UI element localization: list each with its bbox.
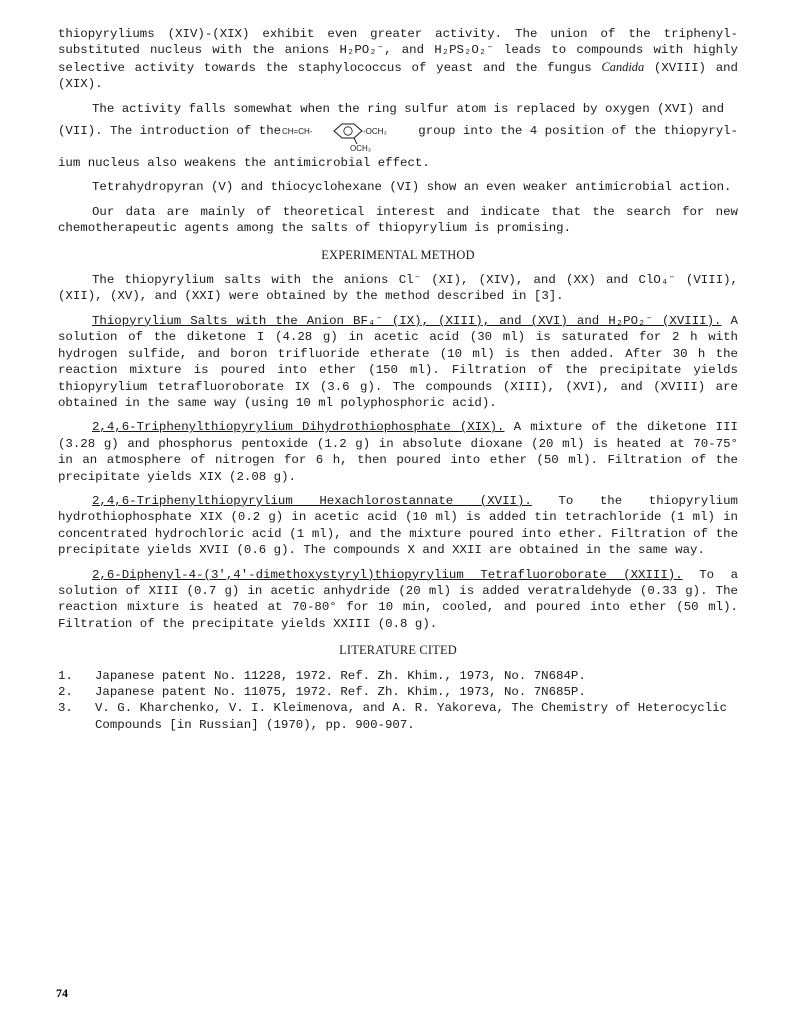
paragraph-tetrahydropyran: Tetrahydropyran (V) and thiocyclohexane (VI) show an even weaker antimicrobial action. xyxy=(92,180,732,195)
chem-ch-label: CH=CH- xyxy=(282,127,313,137)
procedure-tetrafluoroborate xyxy=(58,567,738,633)
procedure-title: 2,6-Diphenyl-4-(3',4'-dimethoxystyryl)thiopyrylium Tetrafluoroborate (XXIII). xyxy=(92,567,683,582)
paragraph-text: thiopyryliums (XIV)-(XIX) exhibit even greater activity. The union of the triphenyl-substituted nucleus with the anions H₂PO₂⁻, and H₂PS₂O₂⁻ leads to compounds with highly selective activity towards the staphylococcus of yeast and the fungus xyxy=(58,27,738,75)
procedure-bf4 xyxy=(58,313,738,411)
document-page xyxy=(58,26,738,733)
chem-formula-line xyxy=(58,119,738,153)
reference-item xyxy=(58,700,738,733)
reference-item xyxy=(58,684,738,700)
reference-text: V. G. Kharchenko, V. I. Kleimenova, and A. R. Yakoreva, The Chemistry of Heterocyclic Compounds [in Russian] (1970), pp. 900-907. xyxy=(95,701,728,732)
paragraph-nucleus: ium nucleus also weakens the antimicrobial effect. xyxy=(58,156,430,171)
chem-och3-right: -OCH₃ xyxy=(363,127,387,137)
paragraph-oxygen: The activity falls somewhat when the ring sulfur atom is replaced by oxygen (XVI) and xyxy=(92,101,725,116)
italic-genus: Candida xyxy=(601,59,645,74)
section-heading-literature: LITERATURE CITED xyxy=(339,643,457,658)
paragraph-text-end: (XVIII) and (XIX). xyxy=(58,60,738,92)
procedure-body: A mixture of the diketone III (3.28 g) and phosphorus pentoxide (1.2 g) in absolute dioxane (20 ml) is heated at 70-75° in an atmosphere of nitrogen for 6 h, then poured into ether (50 ml). Filtration of the precipitate yields XIX (2.08 g). xyxy=(58,420,738,484)
procedure-body: A solution of the diketone I (4.28 g) in acetic acid (30 ml) is saturated for 2 h with hydrogen sulfide, and boron trifluoride etherate (10 ml) is then added. After 30 h the reaction mixture is poured into ether (150 ml). Filtration of the precipitate yields thiopyrylium tetrafluoroborate IX (3.6 g). The compounds (XIII), (XVI), and (XVIII) are obtained in the same way (using 10 ml polyphosphoric acid). xyxy=(58,313,738,410)
procedure-body: To a solution of XIII (0.7 g) in acetic anhydride (20 ml) is added veratraldehyde (0.33 g). The reaction mixture is heated at 70-80° for 10 min, cooled, and poured into ether (50 ml). Filtration of the precipitate yields XXIII (0.8 g). xyxy=(58,567,738,631)
chem-och3-down: OCH₃ xyxy=(350,144,372,154)
procedure-dihydrothiophosphate xyxy=(58,419,738,485)
reference-list xyxy=(58,668,738,734)
reference-text: Japanese patent No. 11228, 1972. Ref. Zh. Khim., 1973, No. 7N684P. xyxy=(95,668,586,683)
page-number: 74 xyxy=(56,986,68,1000)
reference-number: 2. xyxy=(58,685,73,699)
paragraph-activity xyxy=(58,26,738,93)
procedure-hexachlorostannate xyxy=(58,493,738,559)
paragraph-conclusion: Our data are mainly of theoretical interest and indicate that the search for new chemotherapeutic agents among the salts of thiopyrylium is promising. xyxy=(58,204,738,236)
procedure-body: To the thiopyrylium hydrothiophosphate XIX (0.2 g) in acetic acid (10 ml) is added tin tetrachloride (1 ml) in concentrated hydrochloric acid (1 ml), and the mixture poured into ether. Filtration of the precipitate yields XVII (0.6 g). The compounds X and XXII are obtained in the same way. xyxy=(58,493,738,558)
reference-number: 3. xyxy=(58,701,73,716)
reference-number: 1. xyxy=(58,668,73,683)
procedure-title: 2,4,6-Triphenylthiopyrylium Hexachlorostannate (XVII). xyxy=(92,493,532,508)
text-introduction: (VII). The introduction of the xyxy=(58,124,282,139)
section-heading-experimental: EXPERIMENTAL METHOD xyxy=(321,247,475,262)
reference-item xyxy=(58,668,738,684)
reference-text: Japanese patent No. 11075, 1972. Ref. Zh. Khim., 1973, No. 7N685P. xyxy=(95,685,586,699)
procedure-title: Thiopyrylium Salts with the Anion BF₄⁻ (IX), (XIII), and (XVI) and H₂PO₂⁻ (XVIII). xyxy=(92,313,722,328)
procedure-title: 2,4,6-Triphenylthiopyrylium Dihydrothiophosphate (XIX). xyxy=(92,420,505,435)
paragraph-salts: The thiopyrylium salts with the anions Cl⁻ (XI), (XIV), and (XX) and ClO₄⁻ (VIII), (XII), (XV), and (XXI) were obtained by the method described in [3]. xyxy=(58,273,738,304)
dimethoxystyryl-structure-icon xyxy=(282,119,408,153)
text-group-position: group into the 4 position of the thiopyryl- xyxy=(418,124,738,139)
